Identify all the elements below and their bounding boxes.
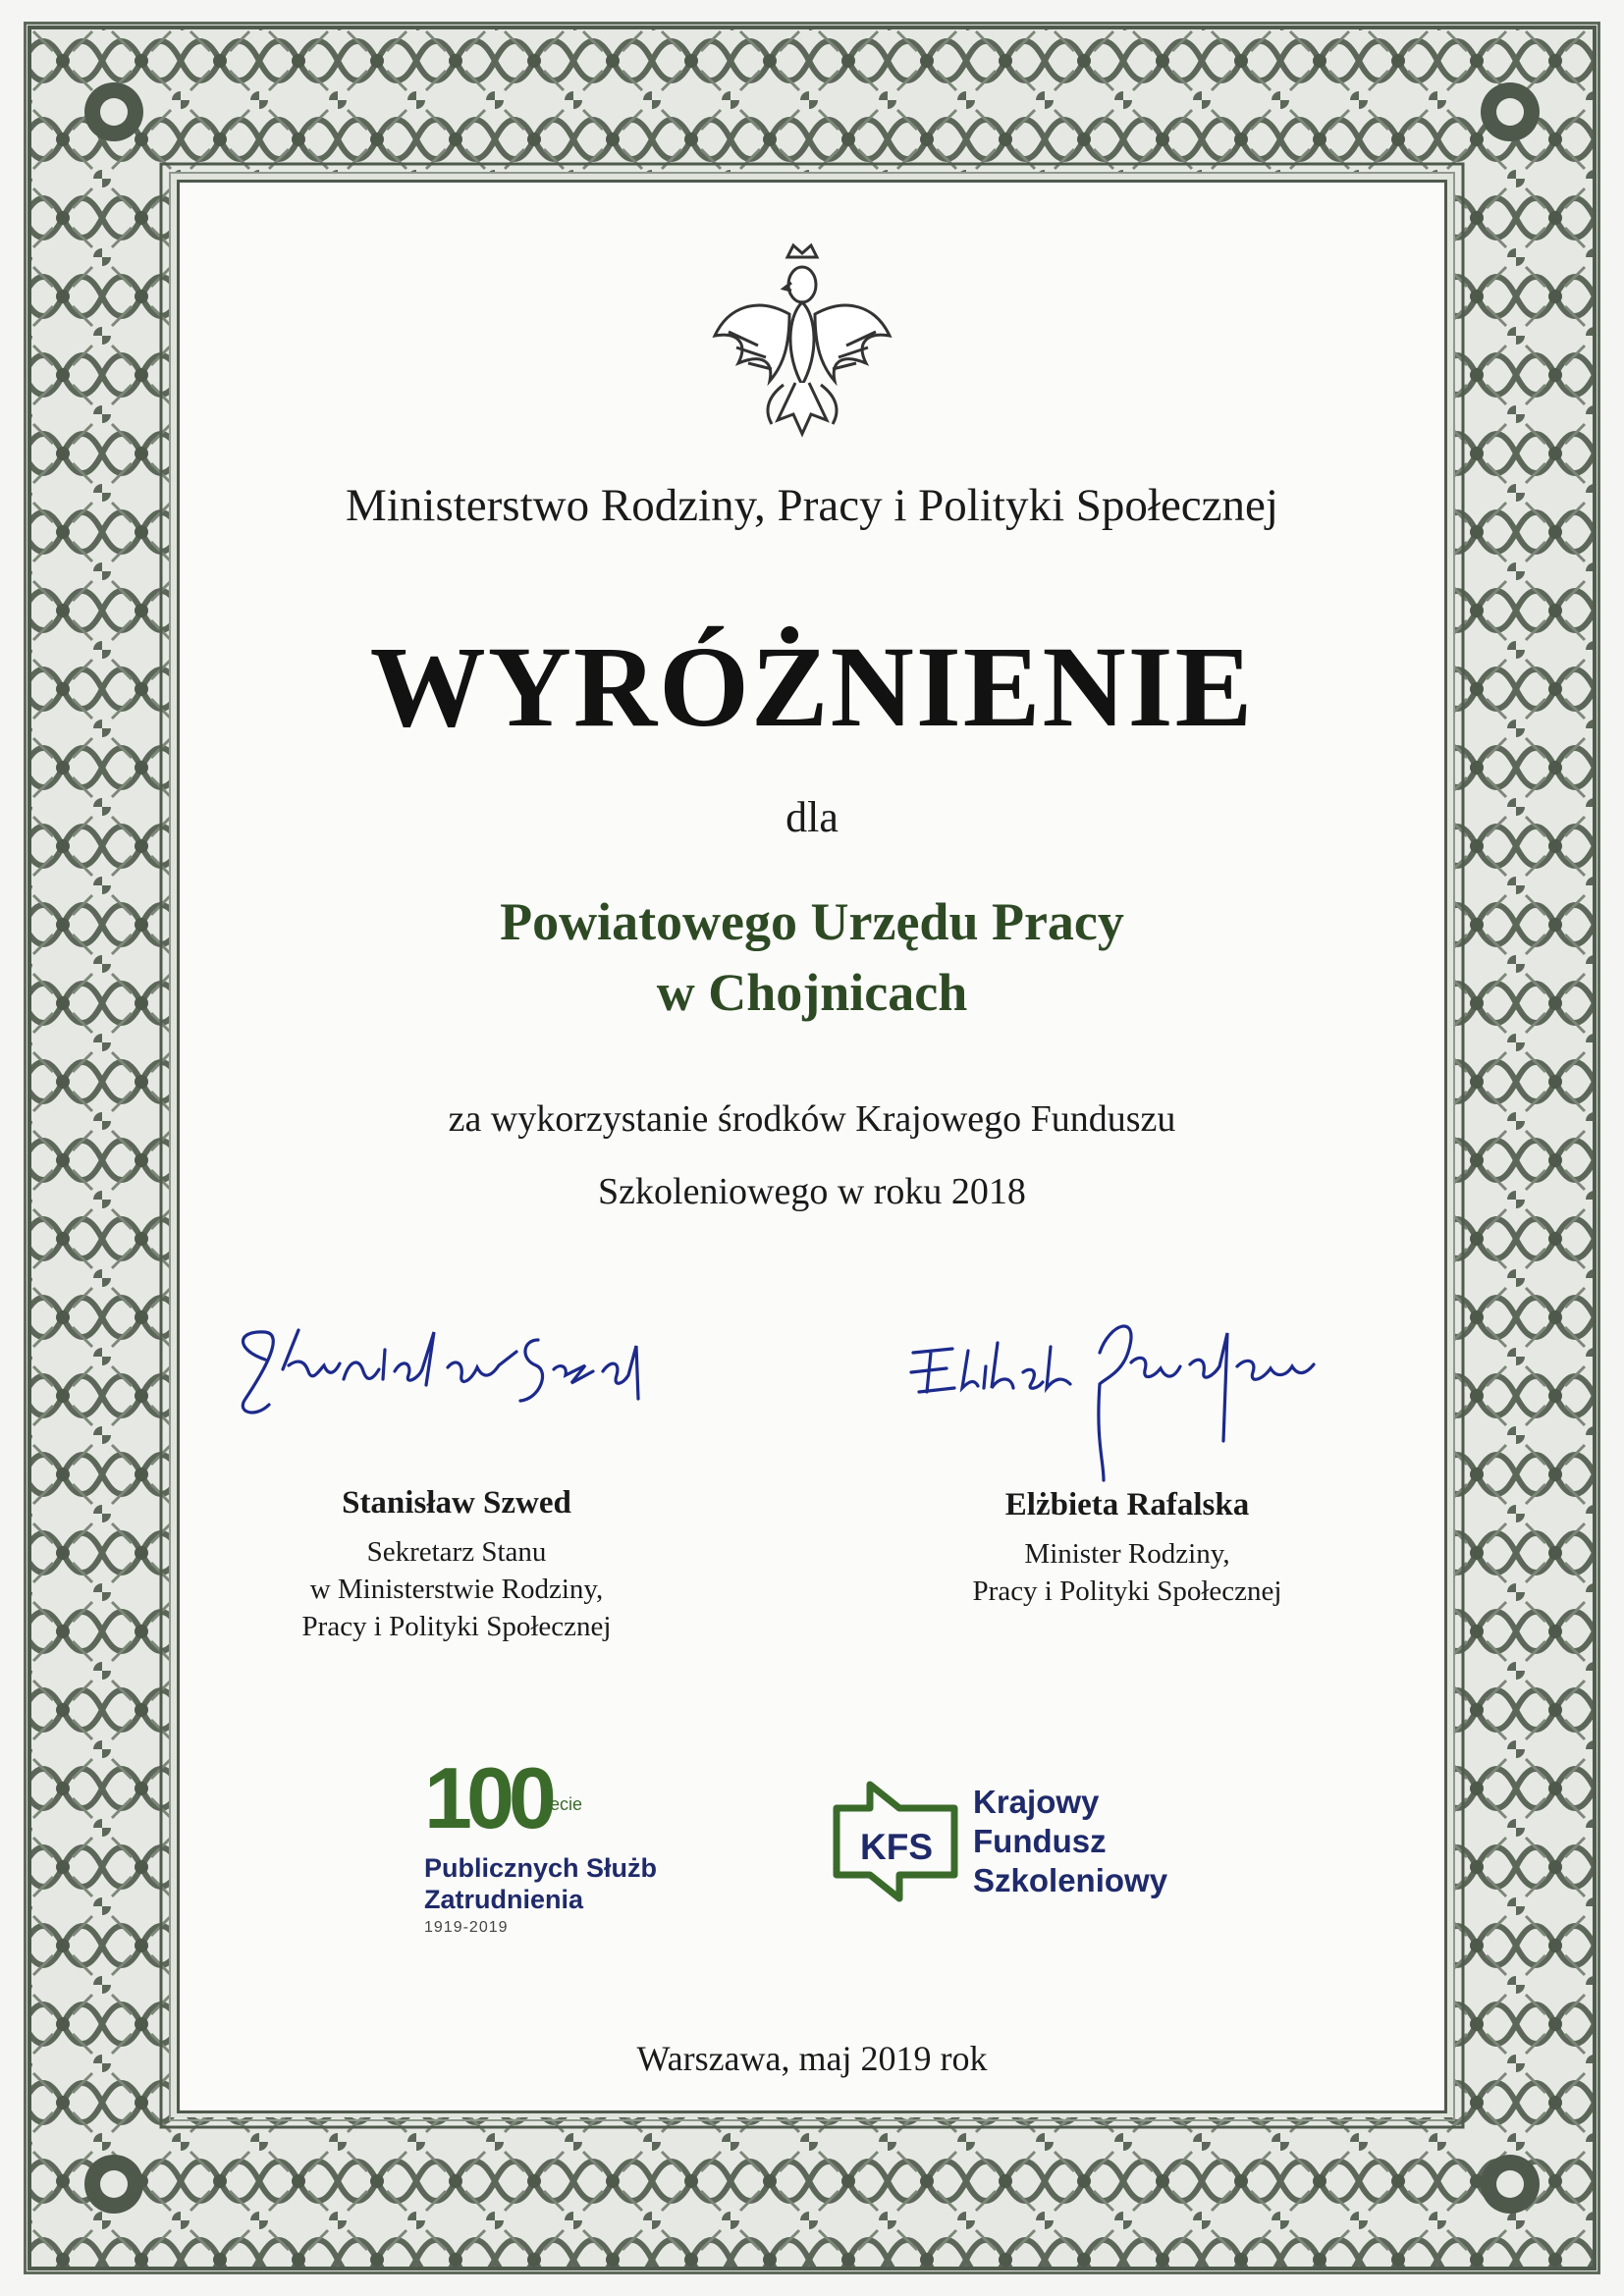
centenary-number: 100 bbox=[424, 1749, 551, 1846]
recipient-line-2: w Chojnicach bbox=[656, 963, 968, 1022]
signatory-left bbox=[201, 1485, 712, 1645]
certificate-title: WYRÓŻNIENIE bbox=[369, 622, 1255, 751]
signatory-right-role-2: Pracy i Polityki Społecznej bbox=[972, 1575, 1282, 1607]
signatory-left-name: Stanisław Szwed bbox=[342, 1485, 571, 1521]
signatory-left-role-1: Sekretarz Stanu bbox=[366, 1536, 547, 1568]
kfs-abbreviation: KFS bbox=[860, 1827, 933, 1867]
centenary-suffix: -lecie bbox=[540, 1794, 583, 1814]
signatory-left-role-2: w Ministerstwie Rodziny, bbox=[309, 1574, 604, 1605]
ministry-name: Ministerstwo Rodziny, Pracy i Polityki Społecznej bbox=[346, 480, 1278, 531]
preposition-text: dla bbox=[785, 793, 839, 841]
reason-line-1: za wykorzystanie środków Krajowego Funduszu bbox=[448, 1098, 1176, 1140]
white-eagle-emblem-icon bbox=[709, 238, 895, 444]
certificate-body bbox=[177, 180, 1447, 2113]
centenary-line-1: Publicznych Służb bbox=[424, 1853, 658, 1883]
reason-line-2: Szkoleniowego w roku 2018 bbox=[598, 1171, 1026, 1212]
signatory-left-role-3: Pracy i Polityki Społecznej bbox=[301, 1611, 612, 1642]
centenary-years: 1919-2019 bbox=[424, 1919, 509, 1936]
kfs-name bbox=[973, 1783, 1167, 1900]
signatory-right bbox=[872, 1487, 1382, 1610]
signatory-right-name: Elżbieta Rafalska bbox=[1004, 1487, 1250, 1522]
kfs-name-line-1: Krajowy bbox=[973, 1784, 1100, 1820]
signature-left-icon bbox=[226, 1310, 697, 1438]
kfs-logo bbox=[831, 1779, 1243, 1926]
place-and-date: Warszawa, maj 2019 rok bbox=[636, 2039, 988, 2078]
signature-right-icon bbox=[903, 1294, 1394, 1490]
signatory-right-role-1: Minister Rodziny, bbox=[1024, 1538, 1230, 1570]
centenary-logo bbox=[420, 1749, 734, 1942]
kfs-name-line-3: Szkoleniowy bbox=[973, 1862, 1168, 1898]
centenary-line-2: Zatrudnienia bbox=[424, 1885, 584, 1914]
recipient-line-1: Powiatowego Urzędu Pracy bbox=[500, 892, 1124, 951]
kfs-name-line-2: Fundusz bbox=[973, 1823, 1107, 1859]
